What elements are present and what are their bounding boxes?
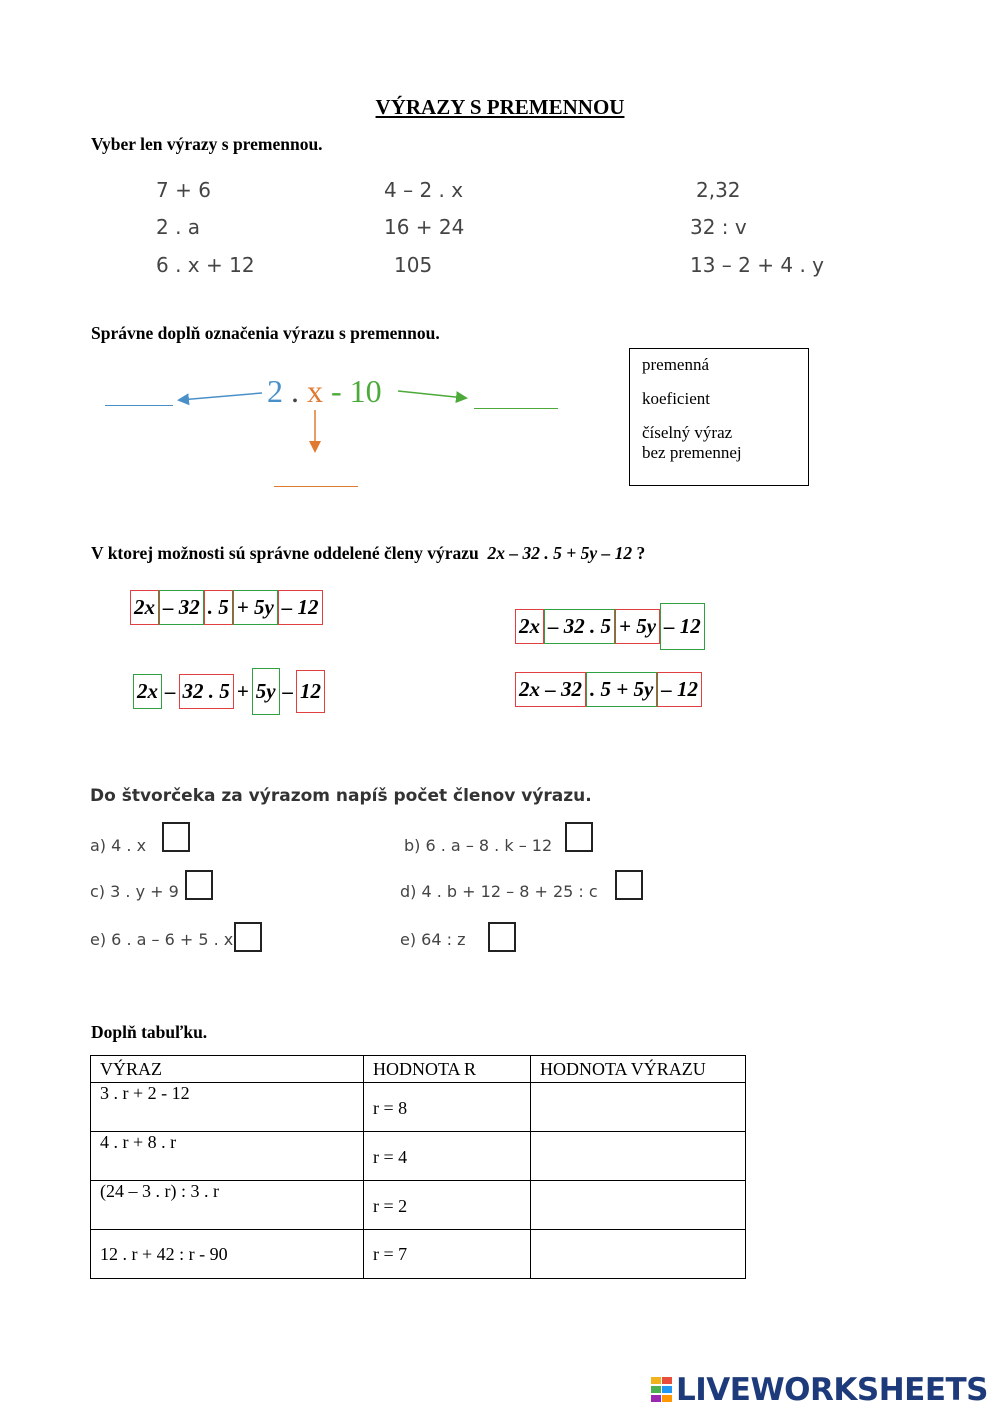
table-cell-expression: (24 – 3 . r) : 3 . r [91, 1181, 364, 1230]
table-header-row [91, 1056, 746, 1083]
column-header: HODNOTA VÝRAZU [531, 1056, 746, 1083]
term-count-expression: d) 4 . b + 12 – 8 + 25 : c [400, 882, 598, 901]
section4-heading: Do štvorčeka za výrazom napíš počet členov výrazu. [90, 786, 592, 806]
term-box: – 32 [159, 590, 204, 625]
r-value: r = 8 [373, 1098, 408, 1118]
expression-option[interactable]: 4 – 2 . x [384, 178, 464, 202]
arrow-to-coefficient [180, 393, 262, 400]
answer-line-variable[interactable] [274, 486, 358, 487]
term-options-box [629, 348, 809, 486]
term-count-expression: c) 3 . y + 9 [90, 882, 179, 901]
arrow-to-number [398, 391, 465, 398]
section5-heading: Doplň tabuľku. [91, 1022, 208, 1042]
term-box: 2x – 32 [515, 672, 586, 707]
section3-question [91, 543, 645, 564]
expr-variable: x [307, 373, 323, 409]
separation-option-2[interactable] [515, 603, 705, 650]
term-count-expression: b) 6 . a – 8 . k – 12 [404, 836, 553, 855]
section2-heading: Správne doplň označenia výrazu s premennou. [91, 323, 440, 343]
option-koeficient[interactable]: koeficient [642, 389, 710, 408]
expression-arrows [0, 0, 1000, 500]
table-cell-r [364, 1230, 531, 1279]
term-box: – 12 [657, 672, 702, 707]
table-row [91, 1230, 746, 1279]
answer-box-c[interactable] [185, 870, 213, 900]
term-box: + 5y [615, 609, 660, 644]
term-count-expression: e) 64 : z [400, 930, 466, 949]
table-cell-answer[interactable] [531, 1181, 746, 1230]
term-box: 5y [252, 668, 280, 715]
term-box: 32 . 5 [179, 674, 234, 709]
table-cell-r [364, 1181, 531, 1230]
term-sign: – [165, 679, 176, 703]
expression-option[interactable]: 2 . a [156, 215, 201, 239]
column-header: HODNOTA R [364, 1056, 531, 1083]
section1-heading: Vyber len výrazy s premennou. [91, 134, 323, 154]
term-box: 12 [296, 670, 325, 713]
expr-coefficient: 2 [267, 373, 283, 409]
term-box: 2x [130, 590, 159, 625]
option-ciselny-vyraz[interactable] [642, 423, 796, 463]
table-cell-r [364, 1132, 531, 1181]
table-row [91, 1132, 746, 1181]
option-premenna[interactable]: premenná [642, 355, 710, 374]
column-header: VÝRAZ [91, 1056, 364, 1083]
answer-box-e1[interactable] [234, 922, 262, 952]
term-box: 2x [133, 674, 162, 709]
r-value: r = 4 [373, 1147, 408, 1167]
expression-option[interactable]: 32 : v [690, 215, 747, 239]
option-ciselny-vyraz-line2: bez premennej [642, 443, 742, 462]
expression-option[interactable]: 6 . x + 12 [156, 253, 255, 277]
values-table [90, 1055, 746, 1279]
liveworksheets-logo-icon [651, 1377, 673, 1403]
question-expression: 2x – 32 . 5 + 5y – 12 [487, 543, 633, 563]
logo-text: LIVEWORKSHEETS [676, 1372, 988, 1408]
answer-line-coefficient[interactable] [105, 405, 173, 406]
table-cell-answer[interactable] [531, 1230, 746, 1279]
separation-option-4[interactable] [515, 672, 702, 707]
term-box: 2x [515, 609, 544, 644]
term-box: – 12 [278, 590, 323, 625]
table-row [91, 1181, 746, 1230]
table-cell-expression: 3 . r + 2 - 12 [91, 1083, 364, 1132]
expression-option[interactable]: 7 + 6 [156, 178, 211, 202]
expr-dot: . [291, 373, 299, 409]
expression-option[interactable]: 105 [394, 253, 433, 277]
expression-option[interactable]: 2,32 [696, 178, 741, 202]
answer-box-a[interactable] [162, 822, 190, 852]
term-box: . 5 + 5y [586, 672, 657, 707]
term-count-expression: a) 4 . x [90, 836, 147, 855]
table-cell-expression: 4 . r + 8 . r [91, 1132, 364, 1181]
separation-option-3[interactable] [133, 668, 325, 715]
term-count-expression: e) 6 . a – 6 + 5 . x [90, 930, 234, 949]
expression-option[interactable]: 13 – 2 + 4 . y [690, 253, 824, 277]
page-title: VÝRAZY S PREMENNOU [375, 95, 625, 119]
question-text: V ktorej možnosti sú správne oddelené členy výrazu [91, 543, 479, 563]
expression-option[interactable]: 16 + 24 [384, 215, 465, 239]
term-box: – 32 . 5 [544, 609, 615, 644]
answer-box-e2[interactable] [488, 922, 516, 952]
term-box: + 5y [233, 590, 278, 625]
answer-box-b[interactable] [565, 822, 593, 852]
liveworksheets-logo [651, 1372, 988, 1408]
table-cell-r [364, 1083, 531, 1132]
term-sign: – [282, 679, 294, 703]
term-sign: + [236, 679, 249, 703]
r-value: r = 7 [373, 1243, 408, 1264]
table-cell-answer[interactable] [531, 1132, 746, 1181]
table-cell-expression: 12 . r + 42 : r - 90 [91, 1230, 364, 1279]
answer-box-d[interactable] [615, 870, 643, 900]
r-value: r = 2 [373, 1196, 408, 1216]
term-box: . 5 [204, 590, 233, 625]
separation-option-1[interactable] [130, 590, 323, 625]
question-mark: ? [636, 543, 646, 563]
option-ciselny-vyraz-line1: číselný výraz [642, 423, 733, 442]
term-box: – 12 [660, 603, 705, 650]
table-row [91, 1083, 746, 1132]
table-cell-answer[interactable] [531, 1083, 746, 1132]
expr-number: - 10 [331, 373, 382, 409]
answer-line-number[interactable] [474, 408, 558, 409]
